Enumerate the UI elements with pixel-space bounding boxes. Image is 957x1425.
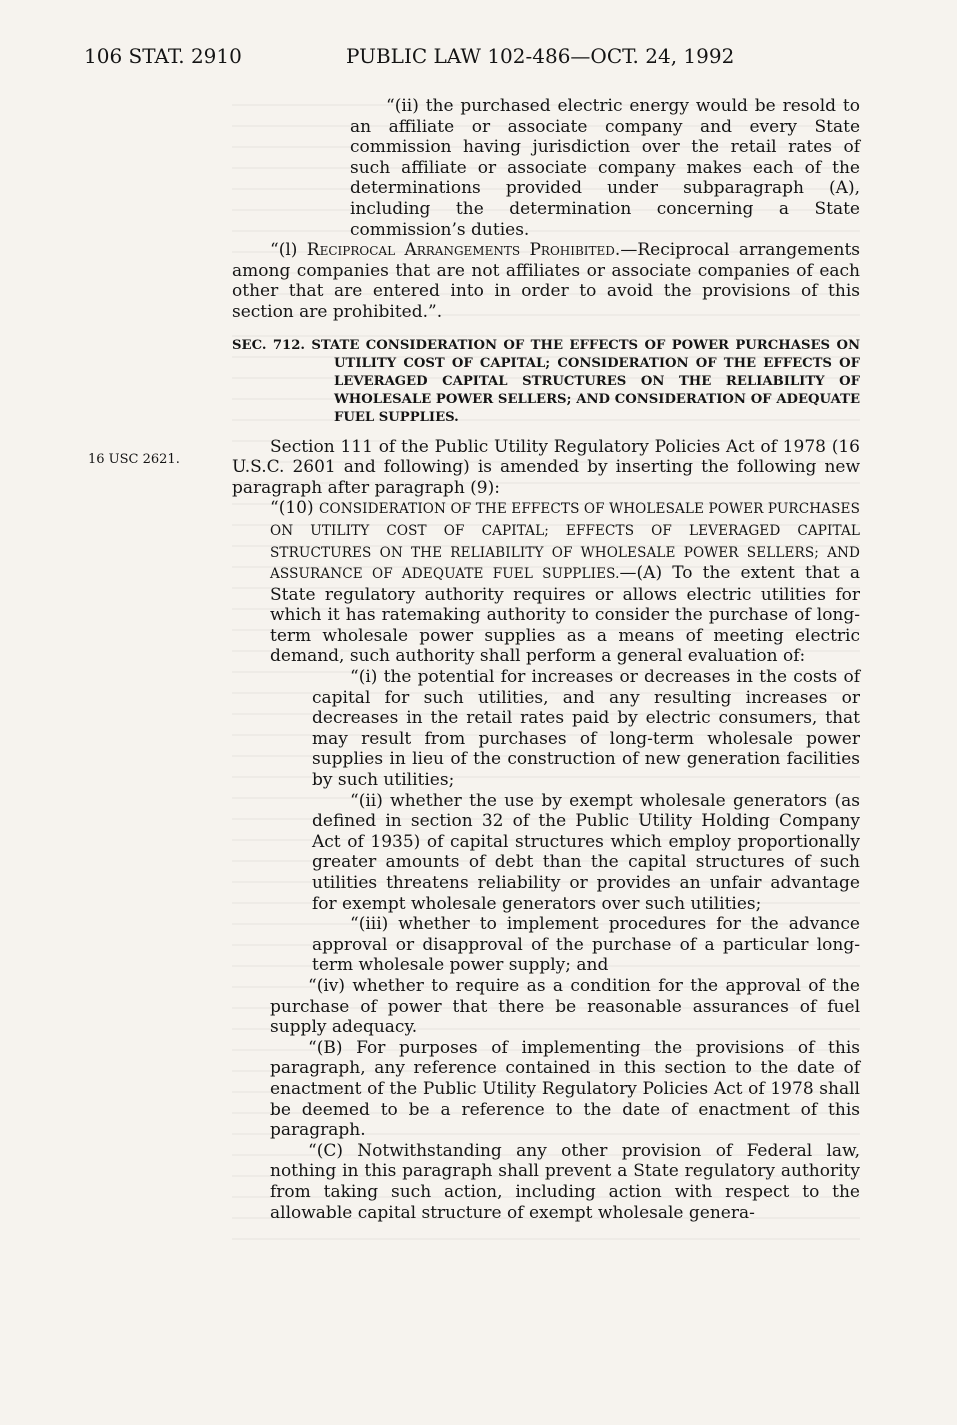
subparagraph-b: “(B) For purposes of implementing the provisions of this paragraph, any reference contained in this section to the date of enactment of the Public Utility Regulatory Policies Act of 1978 shall be deemed to be a reference to the date of enactment of this paragraph. bbox=[270, 1037, 860, 1141]
subsection-l bbox=[232, 240, 860, 322]
paragraph-10-lead: “(10) bbox=[270, 498, 320, 519]
subsection-l-lead: “(l) bbox=[270, 240, 307, 261]
paragraph-10-body: —(A) To the extent that a State regulatory authority requires or allows electric utilities for which it has ratemaking authority to consider the purchase of long-term wholesale power supplies as a means of meeting electric demand, such authority shall perform a general evaluation of: bbox=[270, 563, 860, 667]
clause-ii-continued bbox=[350, 96, 860, 240]
paragraph-10-heading: CONSIDERATION OF THE EFFECTS OF WHOLESALE POWER PURCHASES ON UTILITY COST OF CAPITAL; EFFECTS OF LEVERAGED CAPITAL STRUCTURES ON THE RELIABILITY OF WHOLESALE POWER SELLERS; AND ASSURANCE OF ADEQUATE FUEL SUPPLIES. bbox=[270, 501, 860, 583]
usc-margin-note: 16 USC 2621. bbox=[88, 452, 180, 467]
section-intro: Section 111 of the Public Utility Regulatory Policies Act of 1978 (16 U.S.C. 2601 and following) is amended by inserting the following new paragraph after paragraph (9): bbox=[232, 436, 860, 498]
page-header bbox=[84, 44, 874, 74]
section-number: SEC. 712. bbox=[232, 337, 305, 353]
section-heading bbox=[232, 337, 860, 427]
clause-ii-text: “(ii) the purchased electric energy would be resold to an affiliate or associate company and every State commission having jurisdiction over the retail rates of such affiliate or associate company makes each of the determinations provided under subparagraph (A), including the determination concerning a State commission’s duties. bbox=[350, 96, 860, 240]
paragraph-10 bbox=[270, 498, 860, 667]
clause-ii: “(ii) whether the use by exempt wholesale generators (as defined in section 32 of the Public Utility Holding Company Act of 1935) of capital structures which employ proportionally greater amounts of debt than the capital structures of such utilities threatens reliability or provides an unfair advantage for exempt wholesale generators over such utilities; bbox=[312, 790, 860, 914]
stat-page-reference: 106 STAT. 2910 bbox=[84, 44, 242, 68]
clause-iv: “(iv) whether to require as a condition for the approval of the purchase of power that there be reasonable assurances of fuel supply adequacy. bbox=[270, 975, 860, 1038]
section-title: STATE CONSIDERATION OF THE EFFECTS OF POWER PURCHASES ON UTILITY COST OF CAPITAL; CONSIDERATION OF THE EFFECTS OF LEVERAGED CAPITAL STRUCTURES ON THE RELIABILITY OF WHOLESALE POWER SELLERS; AND CONSIDERATION OF ADEQUATE FUEL SUPPLIES. bbox=[311, 337, 861, 425]
clause-i: “(i) the potential for increases or decreases in the costs of capital for such utilities, and any resulting increases or decreases in the retail rates paid by electric consumers, that may result from purchases of long-term wholesale power supplies in lieu of the construction of new generation facilities by such utilities; bbox=[312, 667, 860, 791]
subsection-l-body: —Reciprocal arrangements among companies that are not affiliates or associate companies of each other that are entered into in order to avoid the provisions of this section are prohibited.”. bbox=[232, 240, 860, 322]
subsection-l-heading: Reciprocal Arrangements Prohibited. bbox=[306, 240, 621, 261]
body-text bbox=[232, 96, 860, 1223]
subparagraph-c: “(C) Notwithstanding any other provision of Federal law, nothing in this paragraph shall prevent a State regulatory authority from taking such action, including action with respect to the allowable capital structure of exempt wholesale genera- bbox=[270, 1140, 860, 1223]
clause-iii: “(iii) whether to implement procedures for the advance approval or disapproval of the purchase of a particular long-term wholesale power supply; and bbox=[312, 914, 860, 976]
public-law-title: PUBLIC LAW 102-486—OCT. 24, 1992 bbox=[346, 44, 735, 68]
